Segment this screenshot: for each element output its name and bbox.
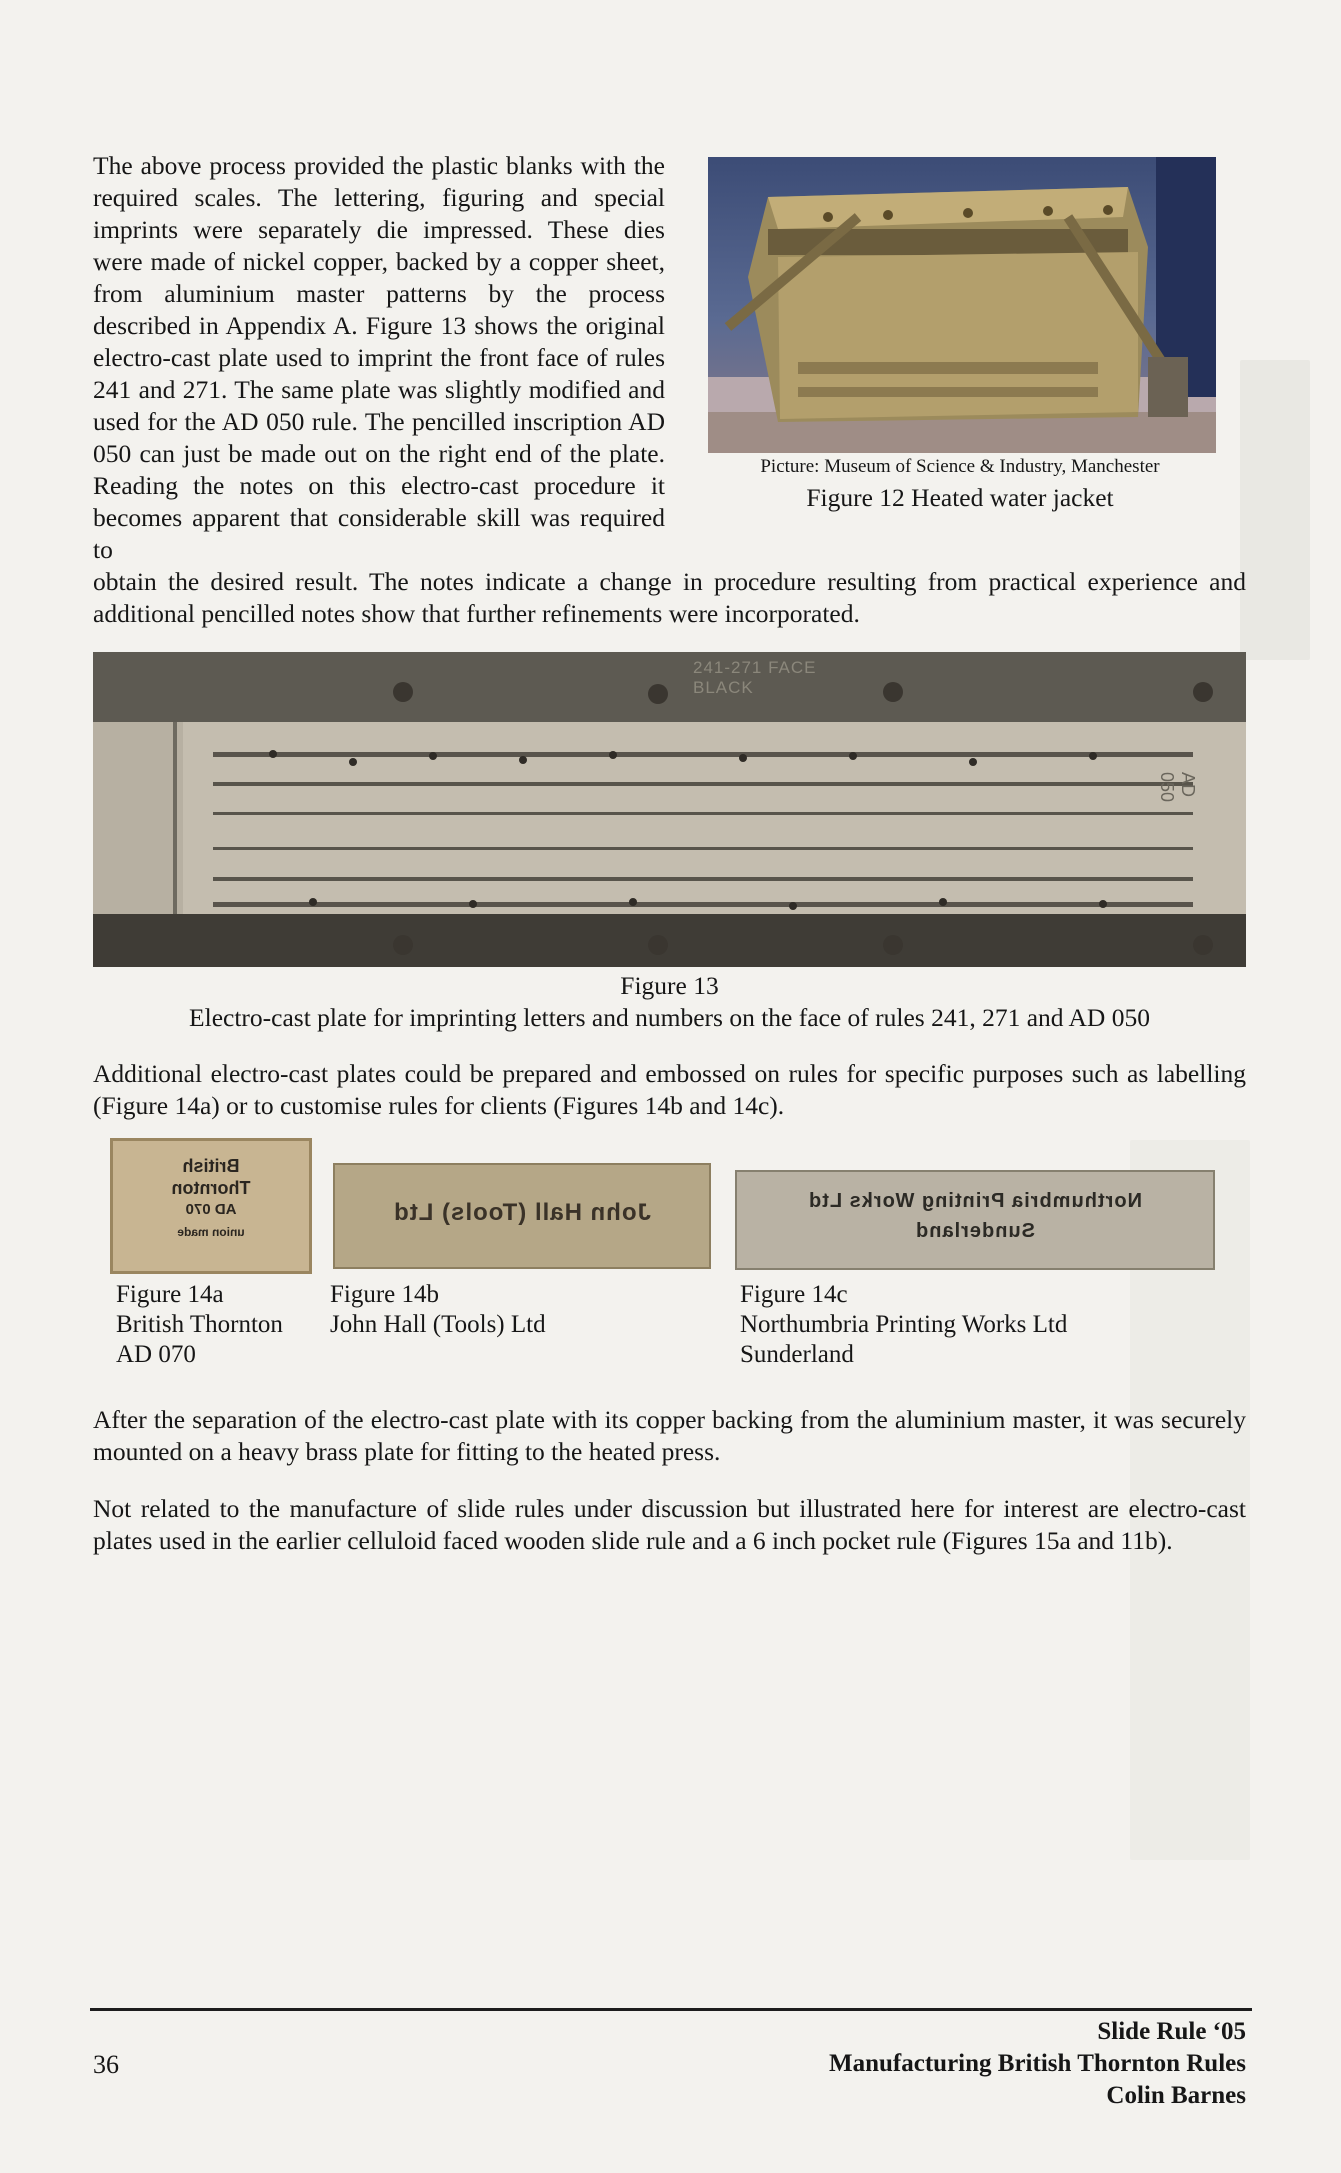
figure-12-credit: Picture: Museum of Science & Industry, Manchester bbox=[760, 456, 1160, 477]
page-number: 36 bbox=[93, 2050, 119, 2079]
not-related-paragraph: Not related to the manufacture of slide rules under discussion but illustrated here for interest are electro-cast plates used in the earlier celluloid faced wooden slide rule and a 6 inch pocket rule (Figures 15a and 11b). bbox=[93, 1494, 1246, 1555]
stamp-line: AD 070 bbox=[185, 1201, 237, 1218]
figure-14b-label: Figure 14b bbox=[330, 1281, 440, 1308]
stamp-line: union made bbox=[177, 1225, 245, 1239]
intro-paragraph: The above process provided the plastic blanks with the required scales. The lettering, figuring and special imprints were separately die impressed. These dies were made of nickel copper, backed by a copper sheet, from aluminium master patterns by the process described in Appendix A. Figure 13 shows the original electro-cast plate used to imprint the front face of rules 241 and 271. The same plate was slightly modified and used for the AD 050 rule. The pencilled inscription AD 050 can just be made out on the right end of the plate. Reading the notes on this electro-cast procedure it becomes apparent that considerable skill was required to bbox=[93, 151, 665, 564]
figure-14c-line1: Northumbria Printing Works Ltd bbox=[740, 1311, 1068, 1338]
figure-12-photo bbox=[708, 157, 1216, 453]
figure-14c-line2: Sunderland bbox=[740, 1341, 854, 1368]
figure-14a-line1: British Thornton bbox=[116, 1311, 283, 1338]
heated-water-jacket-image bbox=[708, 157, 1216, 453]
intro-continuation: obtain the desired result. The notes indicate a change in procedure resulting from practical experience and additional pencilled notes show that further refinements were incorporated. bbox=[93, 567, 1246, 628]
figure-14b-line1: John Hall (Tools) Ltd bbox=[330, 1311, 546, 1338]
figure-14c-label: Figure 14c bbox=[740, 1281, 848, 1308]
figure-14a-line2: AD 070 bbox=[116, 1341, 196, 1368]
separation-paragraph: After the separation of the electro-cast plate with its copper backing from the aluminium master, it was securely mounted on a heavy brass plate for fitting to the heated press. bbox=[93, 1405, 1246, 1466]
additional-paragraph: Additional electro-cast plates could be prepared and embossed on rules for specific purposes such as labelling (Figure 14a) or to customise rules for clients (Figures 14b and 14c). bbox=[93, 1059, 1246, 1120]
footer-author: Colin Barnes bbox=[1106, 2082, 1246, 2109]
bleed-through-shadow bbox=[1240, 360, 1310, 660]
figure-14b-stamp-photo bbox=[333, 1163, 711, 1269]
stamp-line: Thornton bbox=[171, 1178, 251, 1198]
figure-14a-caption bbox=[116, 1280, 316, 1370]
stamp-line: Sunderland bbox=[915, 1220, 1036, 1242]
figure-12-caption: Figure 12 Heated water jacket bbox=[806, 483, 1114, 512]
plate-pencil-inscription: AD 050 bbox=[1157, 772, 1198, 803]
stamp-line: Northumbria Printing Works Ltd bbox=[807, 1190, 1143, 1212]
figure-13-caption: Electro-cast plate for imprinting letters and numbers on the face of rules 241, 271 and AD 050 bbox=[189, 1003, 1150, 1032]
figure-13-title: Figure 13 bbox=[620, 971, 719, 1000]
figure-14a-stamp-photo bbox=[110, 1138, 312, 1274]
plate-inscription: 241-271 FACE BLACK bbox=[693, 658, 817, 697]
figure-14c-caption bbox=[740, 1280, 1160, 1370]
figure-14b-caption bbox=[330, 1280, 630, 1340]
stamp-line: John Hall (Tools) Ltd bbox=[393, 1199, 651, 1226]
footer-series: Slide Rule ‘05 bbox=[1097, 2018, 1246, 2045]
electro-cast-plate-image bbox=[93, 652, 1246, 967]
figure-14a-label: Figure 14a bbox=[116, 1281, 224, 1308]
stamp-line: British bbox=[182, 1156, 240, 1176]
figure-14c-stamp-photo bbox=[735, 1170, 1215, 1270]
figure-13-plate-photo bbox=[93, 652, 1246, 967]
running-footer bbox=[829, 2016, 1246, 2112]
footer-title: Manufacturing British Thornton Rules bbox=[829, 2050, 1246, 2077]
footer-divider bbox=[90, 2008, 1252, 2011]
